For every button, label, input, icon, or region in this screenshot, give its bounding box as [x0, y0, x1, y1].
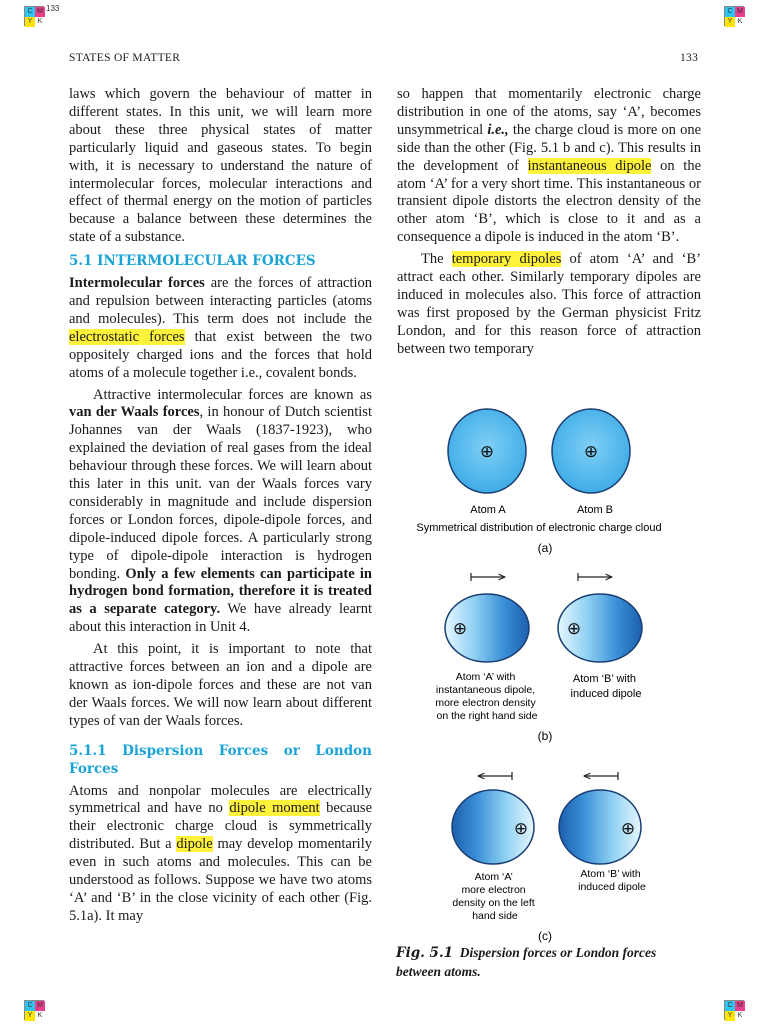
caption-text: Dispersion forces or London forces between atoms.: [396, 945, 657, 979]
caption-label: Fig. 5.1: [396, 945, 454, 961]
registration-mark-bottom-left: C M Y K: [24, 1000, 44, 1020]
highlight: dipole: [176, 836, 213, 853]
paragraph: At this point, it is important to note that attractive forces between an ion and a dipole are known as ion-dipole forces and these are not van der Waals forces. We will now learn about different types of van der Waals forces.: [69, 641, 372, 729]
figure-a-description: Symmetrical distribution of electronic charge cloud: [416, 522, 662, 534]
highlight: instantaneous dipole: [527, 157, 652, 174]
label-atom-b-c: Atom ‘B’ with induced dipole: [578, 868, 646, 893]
subsection-heading: 5.1.1 Dispersion Forces or London Forces: [69, 742, 372, 777]
section-heading: 5.1 INTERMOLECULAR FORCES: [69, 253, 316, 270]
highlight: temporary dipoles: [451, 251, 562, 268]
label-atom-a-c: Atom ‘A’ more electron density on the left hand side: [452, 871, 535, 922]
figure-c-label: (c): [538, 929, 552, 943]
running-title: STATES OF MATTER: [69, 52, 181, 64]
paragraph: Atoms and nonpolar molecules are electrically symmetrical and have no dipole moment because their electronic charge cloud is symmetrically distributed. But a dipole may develop momentarily even in such atoms and molecules. This can be understood as follows. Suppose we have two atoms ‘A’ and ‘B’ in the close vicinity of each other (Fig. 5.1a). It may: [69, 782, 373, 924]
left-column: [69, 86, 372, 926]
page-code: 133: [46, 4, 60, 13]
registration-mark-top-left: C M Y K: [24, 6, 44, 26]
paragraph: The temporary dipoles of atom ‘A’ and ‘B’ attract each other. Similarly temporary dipoles are induced in molecules also. This force of attraction was first proposed by the German physicist Fritz London, and for this reason force of attraction between two temporary: [397, 251, 702, 357]
label-atom-a-b: Atom ‘A’ with instantaneous dipole, more electron density on the right hand side: [435, 671, 538, 722]
plus-icon: ⊕: [452, 619, 468, 638]
plus-icon: ⊕: [566, 619, 582, 638]
plus-icon: ⊕: [583, 442, 599, 461]
paragraph: so happen that momentarily electronic charge distribution in one of the atoms, say ‘A’, becomes unsymmetrical i.e., the charge cloud is more on one side than the other (Fig. 5.1 b and c). This results in the development of instantaneous dipole on the atom ‘A’ for a very short time. This instantaneous or transient dipole distorts the electron density of the other atom ‘B’, which is close to it and as a consequence a dipole is induced in the atom ‘B’.: [397, 86, 702, 246]
right-column: [397, 86, 701, 359]
label-atom-b: Atom B: [576, 504, 614, 516]
plus-icon: ⊕: [479, 442, 495, 461]
registration-mark-bottom-right: C M Y K: [724, 1000, 744, 1020]
paragraph: laws which govern the behaviour of matter in different states. In this unit, we will learn more about these three physical states of matter particularly liquid and gaseous states. To begin with, it is necessary to understand the nature of intermolecular forces, molecular interactions and effect of thermal energy on the motion of particles because a balance between these determines the state of a substance.: [69, 86, 372, 246]
registration-mark-top-right: C M Y K: [724, 6, 744, 26]
label-atom-a: Atom A: [470, 504, 506, 516]
paragraph: Intermolecular forces are the forces of attraction and repulsion between interacting particles (atoms and molecules). This term does not include the electrostatic forces that exist between the two oppositely charged ions and the forces that hold atoms of a molecule together i.e., covalent bonds.: [69, 275, 372, 381]
plus-icon: ⊕: [513, 819, 529, 838]
label-atom-b-b: Atom ‘B’ with induced dipole: [570, 673, 642, 700]
paragraph: Attractive intermolecular forces are known as van der Waals forces, in honour of Dutch scientist Johannes van der Waals (1837-1923), who explained the deviation of real gases from the ideal behaviour through these forces. We will learn about this later in this unit. van der Waals forces vary considerably in magnitude and include dispersion forces or London forces, dipole-dipole forces, and dipole-induced dipole forces. A particularly strong type of dipole-dipole interaction is hydrogen bonding. Only a few elements can participate in hydrogen bond formation, therefore it is treated as a separate category. We have already learnt about this interaction in Unit 4.: [69, 386, 372, 636]
page-number: 133: [680, 52, 699, 64]
figure-dispersion-forces: [395, 400, 715, 990]
plus-icon: ⊕: [620, 819, 636, 838]
figure-a-label: (a): [537, 541, 553, 555]
highlight: dipole moment: [229, 800, 320, 817]
figure-b-label: (b): [537, 729, 553, 743]
figure-caption: [396, 944, 701, 980]
highlight: electrostatic forces: [69, 328, 185, 345]
